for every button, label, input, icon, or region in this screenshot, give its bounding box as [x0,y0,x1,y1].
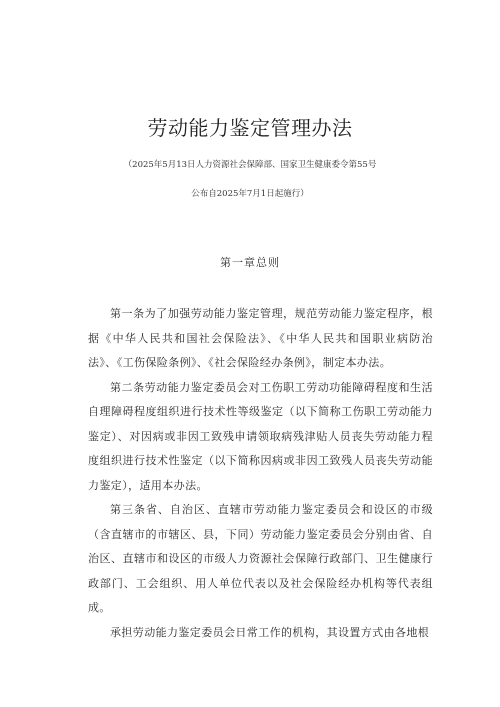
document-body [88,302,433,645]
issuance-note-line-1: （2025年5月13日人力资源社会保障部、国家卫生健康委令第55号 [123,160,377,170]
paragraph-article-3: 第三条省、自治区、直辖市劳动能力鉴定委员会和设区的市级（含直辖市的市辖区、县，下同）劳动能力鉴定委员会分别由省、自治区、直辖市和设区的市级人力资源社会保障行政部门、卫生健康行政部门、工会组织、用人单位代表以及社会保险经办机构等代表组成。 [88,503,433,614]
document-title: 劳动能力鉴定管理办法 [147,116,353,140]
paragraph-article-2: 第二条劳动能力鉴定委员会对工伤职工劳动功能障碍程度和生活自理障碍程度组织进行技术性等级鉴定（以下简称工伤职工劳动能力鉴定）、对因病或非因工致残申请领取病残津贴人员丧失劳动能力程度组织进行技术性鉴定（以下简称因病或非因工致残人员丧失劳动能力鉴定），适用本办法。 [88,380,433,492]
paragraph-continuation: 承担劳动能力鉴定委员会日常工作的机构，其设置方式由各地根 [110,625,430,639]
issuance-note-line-2: 公布自2025年7月1日起施行） [191,189,309,199]
paragraph-article-1: 第一条为了加强劳动能力鉴定管理，规范劳动能力鉴定程序，根据《中华人民共和国社会保险法》、《中华人民共和国职业病防治法》、《工伤保险条例》、《社会保险经办条例》，制定本办法。 [88,307,433,369]
chapter-heading: 第一章总则 [220,256,280,269]
